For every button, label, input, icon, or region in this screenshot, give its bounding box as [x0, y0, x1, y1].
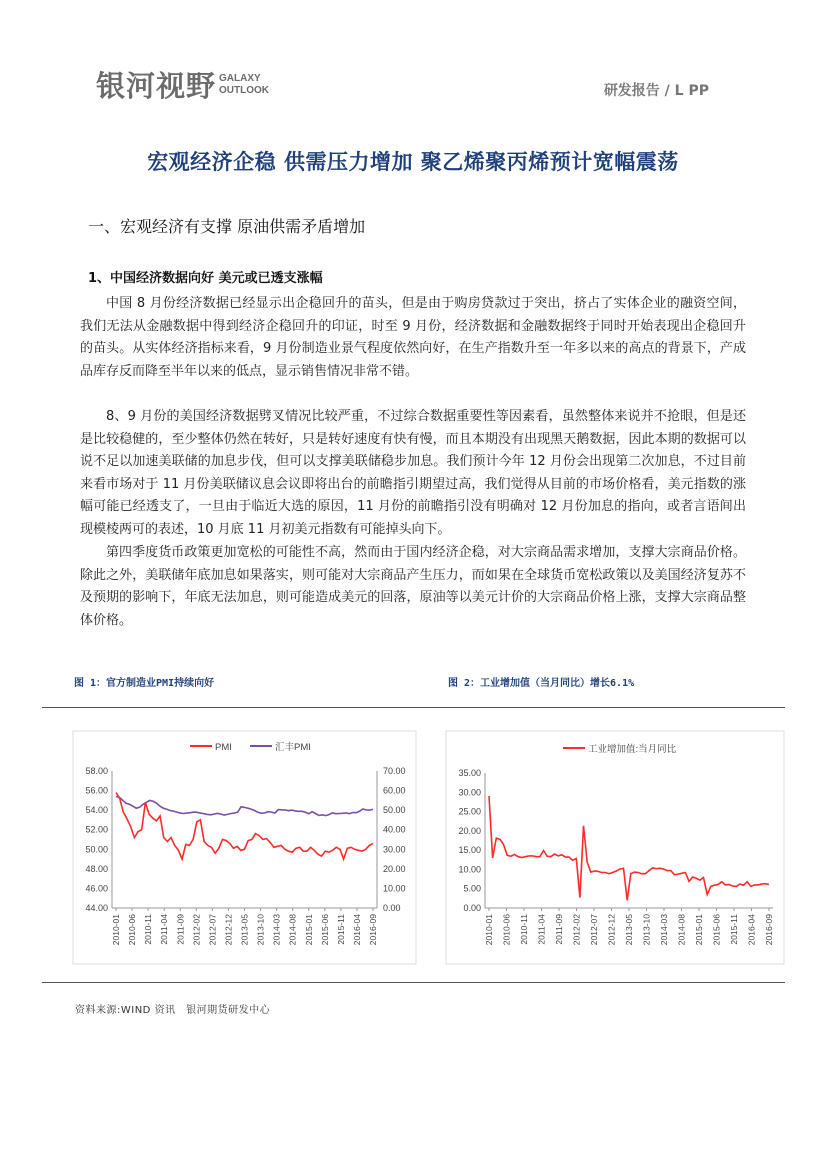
chart-2-xtick-label: 2011-09	[554, 914, 564, 945]
chart-1-xtick-label: 2012-12	[223, 914, 234, 946]
figure-top-rule	[42, 707, 785, 708]
subsection-heading: 1、中国经济数据向好 美元或已透支涨幅	[88, 271, 323, 286]
chart-1-xtick-label: 2014-08	[287, 914, 298, 946]
chart-2-xtick-label: 2015-11	[729, 914, 739, 945]
chart-1-xtick-label: 2016-09	[368, 914, 378, 946]
chart-1-left-ytick: 54.00	[85, 805, 108, 816]
chart-2-xtick-label: 2012-02	[571, 914, 582, 946]
chart-1-left-ytick: 46.00	[85, 883, 108, 894]
logo	[96, 64, 269, 105]
chart-2-xtick-label: 2015-01	[694, 914, 704, 946]
chart-1-right-ytick: 20.00	[383, 863, 406, 874]
chart-2-xtick-label: 2012-12	[606, 914, 617, 946]
chart-2-ytick: 15.00	[458, 845, 481, 856]
chart-1-left-ytick: 48.00	[85, 863, 108, 874]
chart-1-xtick-label: 2011-04	[159, 914, 170, 945]
chart-2-xtick-label: 2014-08	[676, 914, 687, 946]
chart-1-right-ytick: 10.00	[383, 883, 406, 894]
chart-2-xtick-label: 2010-11	[519, 914, 529, 945]
paragraph-2: 8、9 月份的美国经济数据劈叉情况比较严重，不过综合数据重要性等因素看，虽然整体来说并不抢眼，但是还是比较稳健的，至少整体仍然在转好，只是转好速度有快有慢，而且本期没有出现黑天鹅数据，因此本期的数据可以说不足以加速美联储的加息步伐，但可以支撑美联储稳步加息。我们预计今年 12 月份会出现第二次加息，不过目前来看市场对于 11 月份美联储议息会议即将出台的前瞻指引期望过高，我们觉得从目前的市场价格看，美元指数的涨幅可能已经透支了，一旦由于临近大选的原因，11 月份的前瞻指引没有明确对 12 月份加息的指向，或者言语间出现模棱两可的表述，10 月底 11 月初美元指数有可能掉头向下。	[80, 409, 746, 537]
chart-2-xtick-label: 2010-01	[484, 914, 494, 946]
chart-1-xtick-label: 2015-01	[303, 914, 314, 946]
chart-2-ytick: 5.00	[463, 883, 481, 894]
chart-1-xtick-label: 2010-06	[127, 914, 138, 946]
chart-1-xtick-label: 2014-03	[271, 914, 282, 946]
chart-1-right-ytick: 30.00	[383, 844, 406, 855]
chart-2-xtick-label: 2010-06	[501, 914, 512, 946]
chart-2-xtick-label: 2012-07	[589, 914, 599, 946]
chart-2-ytick: 35.00	[458, 768, 481, 778]
chart-2-xtick-label: 2014-03	[659, 914, 669, 946]
figure-bottom-rule	[42, 982, 785, 983]
chart-1-left-ytick: 58.00	[85, 766, 108, 776]
chart-2-xtick-label: 2013-05	[624, 914, 634, 946]
chart-1-xtick-label: 2010-01	[111, 914, 121, 946]
paragraph-1: 中国 8 月份经济数据已经显示出企稳回升的苗头，但是由于购房贷款过于突出，挤占了实体企业的融资空间，我们无法从金融数据中得到经济企稳回升的印证，时至 9 月份，经济数据和金融数据终于同时开始表现出企稳回升的苗头。从实体经济指标来看，9 月份制造业景气程度依然向好，在生产指数升至一年多以来的高点的背景下，产成品库存反而降至半年以来的低点，显示销售情况非常不错。	[80, 296, 746, 379]
chart-1-xtick-label: 2011-09	[175, 914, 186, 945]
chart-1-left-ytick: 44.00	[85, 903, 108, 913]
section-heading: 一、宏观经济有支撑 原油供需矛盾增加	[88, 217, 366, 236]
chart-2-xtick-label: 2015-06	[711, 914, 722, 946]
chart-2-xtick-label: 2011-04	[536, 914, 547, 945]
chart-1-legend-pmi: PMI	[215, 742, 232, 753]
logo-en-top: GALAXY	[219, 72, 261, 84]
chart-1-xtick-label: 2010-11	[143, 914, 154, 945]
chart-2-ytick: 25.00	[458, 806, 481, 817]
chart-1-right-ytick: 50.00	[383, 805, 406, 816]
chart-1-right-ytick: 40.00	[383, 824, 406, 835]
pmi-chart	[72, 730, 417, 965]
chart-1-left-ytick: 56.00	[85, 785, 108, 796]
chart-1-xtick-label: 2012-02	[191, 914, 202, 946]
page-title: 宏观经济企稳 供需压力增加 聚乙烯聚丙烯预计宽幅震荡	[147, 150, 679, 174]
chart-1-xtick-label: 2015-11	[335, 914, 346, 945]
figure-2-caption: 图 2：工业增加值（当月同比）增长6.1%	[448, 678, 635, 689]
chart-1-legend-hsbc: 汇丰PMI	[275, 742, 311, 753]
chart-2-legend-label: 工业增加值:当月同比	[588, 744, 677, 755]
data-source-note: 资料来源:WIND 资讯 银河期货研发中心	[75, 1005, 271, 1016]
chart-1-xtick-label: 2013-10	[255, 914, 266, 946]
chart-1-xtick-label: 2015-06	[319, 914, 330, 946]
chart-1-xtick-label: 2016-04	[351, 914, 362, 946]
chart-1-xtick-label: 2013-05	[239, 914, 250, 946]
chart-2-xtick-label: 2013-10	[641, 914, 652, 946]
chart-1-right-ytick: 60.00	[383, 785, 406, 796]
logo-en-bottom: OUTLOOK	[219, 84, 270, 96]
chart-1-right-ytick: 0.00	[383, 903, 401, 913]
chart-2-xtick-label: 2016-04	[746, 914, 757, 946]
chart-1-xtick-label: 2012-07	[207, 914, 218, 946]
chart-2-ytick: 20.00	[458, 825, 481, 836]
paragraph-3: 第四季度货币政策更加宽松的可能性不高，然而由于国内经济企稳，对大宗商品需求增加，支撑大宗商品价格。除此之外，美联储年底加息如果落实，则可能对大宗商品产生压力，而如果在全球货币宽松政策以及美国经济复苏不及预期的影响下，年底无法加息，则可能造成美元的回落，原油等以美元计价的大宗商品价格上涨，支撑大宗商品整体价格。	[80, 545, 746, 628]
logo-chinese-text: 银河视野	[96, 69, 217, 103]
chart-2-xtick-label: 2016-09	[764, 914, 774, 946]
figure-1-caption: 图 1：官方制造业PMI持续向好	[74, 678, 215, 689]
report-type-label: 研发报告 / L PP	[603, 83, 709, 99]
logo-english-text	[219, 73, 269, 97]
chart-1-right-ytick: 70.00	[383, 766, 406, 776]
chart-2-ytick: 0.00	[463, 903, 481, 913]
chart-1-left-ytick: 50.00	[85, 844, 108, 855]
industrial-output-chart	[445, 730, 785, 965]
chart-2-ytick: 10.00	[458, 864, 481, 875]
chart-2-ytick: 30.00	[458, 787, 481, 798]
chart-1-left-ytick: 52.00	[85, 824, 108, 835]
